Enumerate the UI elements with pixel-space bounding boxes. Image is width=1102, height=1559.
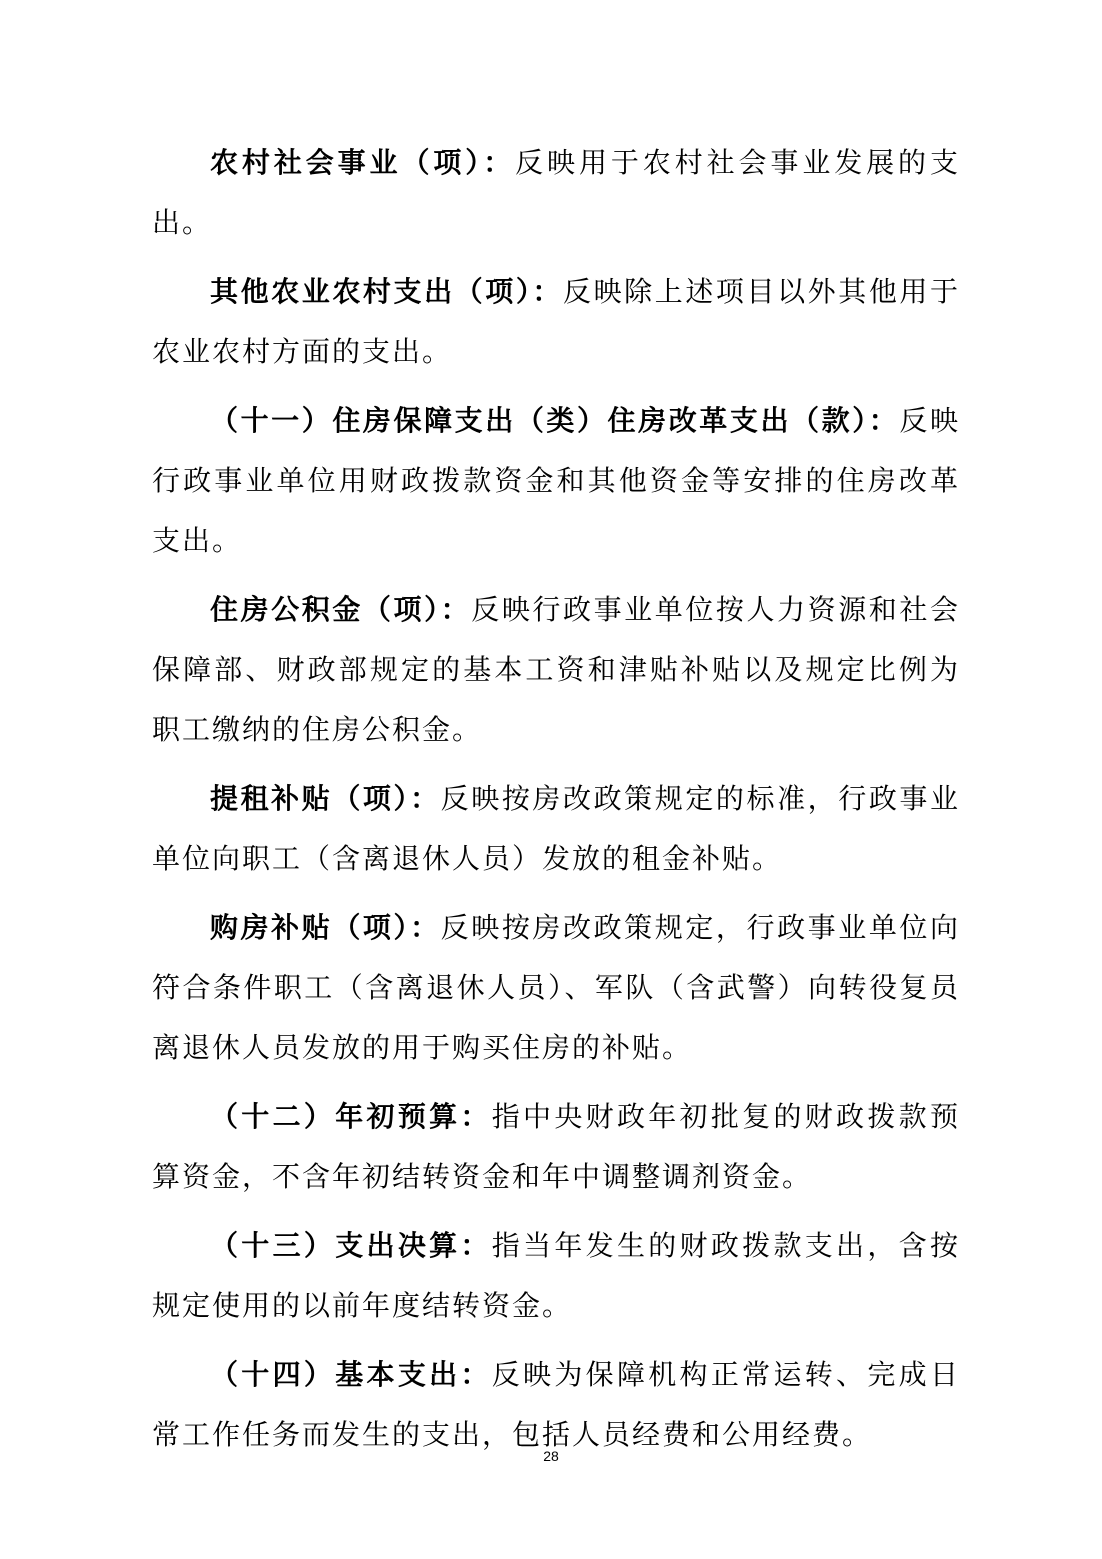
paragraph-housing-fund [152, 580, 960, 760]
term-label: 其他农业农村支出（项） [210, 275, 533, 308]
document-body [152, 133, 960, 1465]
definition-text: 反映行政事业单位用财政拨款资金和其他资金等安排的住房改革支出。 [152, 404, 960, 557]
term-label: 购房补贴（项） [210, 911, 411, 944]
paragraph-housing-reform [152, 391, 960, 571]
definition-text: 反映行政事业单位按人力资源和社会保障部、财政部规定的基本工资和津贴补贴以及规定比例为职工缴纳的住房公积金。 [152, 593, 960, 746]
term-separator: ： [460, 1358, 492, 1391]
term-separator: ： [868, 404, 900, 437]
term-label: （十四）基本支出 [210, 1358, 461, 1391]
definition-text: 反映为保障机构正常运转、完成日常工作任务而发生的支出，包括人员经费和公用经费。 [152, 1358, 960, 1451]
term-label: 提租补贴（项） [210, 782, 411, 815]
term-label: （十二）年初预算 [210, 1100, 461, 1133]
term-separator: ： [460, 1100, 492, 1133]
term-separator: ： [460, 1229, 492, 1262]
term-label: 农村社会事业（项） [210, 146, 484, 179]
paragraph-rural-social-affairs [152, 133, 960, 253]
paragraph-other-agriculture [152, 262, 960, 382]
term-label: （十三）支出决算 [210, 1229, 461, 1262]
term-label: 住房公积金（项） [210, 593, 441, 626]
paragraph-final-expenditure [152, 1216, 960, 1336]
definition-text: 反映除上述项目以外其他用于农业农村方面的支出。 [152, 275, 960, 368]
definition-text: 反映用于农村社会事业发展的支出。 [152, 146, 960, 239]
page-number: 28 [543, 1448, 559, 1464]
term-separator: ： [410, 911, 441, 944]
paragraph-initial-budget [152, 1087, 960, 1207]
term-separator: ： [410, 782, 441, 815]
paragraph-purchase-subsidy [152, 898, 960, 1078]
definition-text: 指中央财政年初批复的财政拨款预算资金，不含年初结转资金和年中调整调剂资金。 [152, 1100, 960, 1193]
definition-text: 指当年发生的财政拨款支出，含按规定使用的以前年度结转资金。 [152, 1229, 960, 1322]
term-label: （十一）住房保障支出（类）住房改革支出（款） [210, 404, 869, 437]
definition-text: 反映按房改政策规定，行政事业单位向符合条件职工（含离退休人员）、军队（含武警）向转役复员离退休人员发放的用于购买住房的补贴。 [152, 911, 960, 1064]
term-separator: ： [483, 146, 516, 179]
paragraph-rent-subsidy [152, 769, 960, 889]
term-separator: ： [532, 275, 563, 308]
definition-text: 反映按房改政策规定的标准，行政事业单位向职工（含离退休人员）发放的租金补贴。 [152, 782, 960, 875]
term-separator: ： [440, 593, 472, 626]
